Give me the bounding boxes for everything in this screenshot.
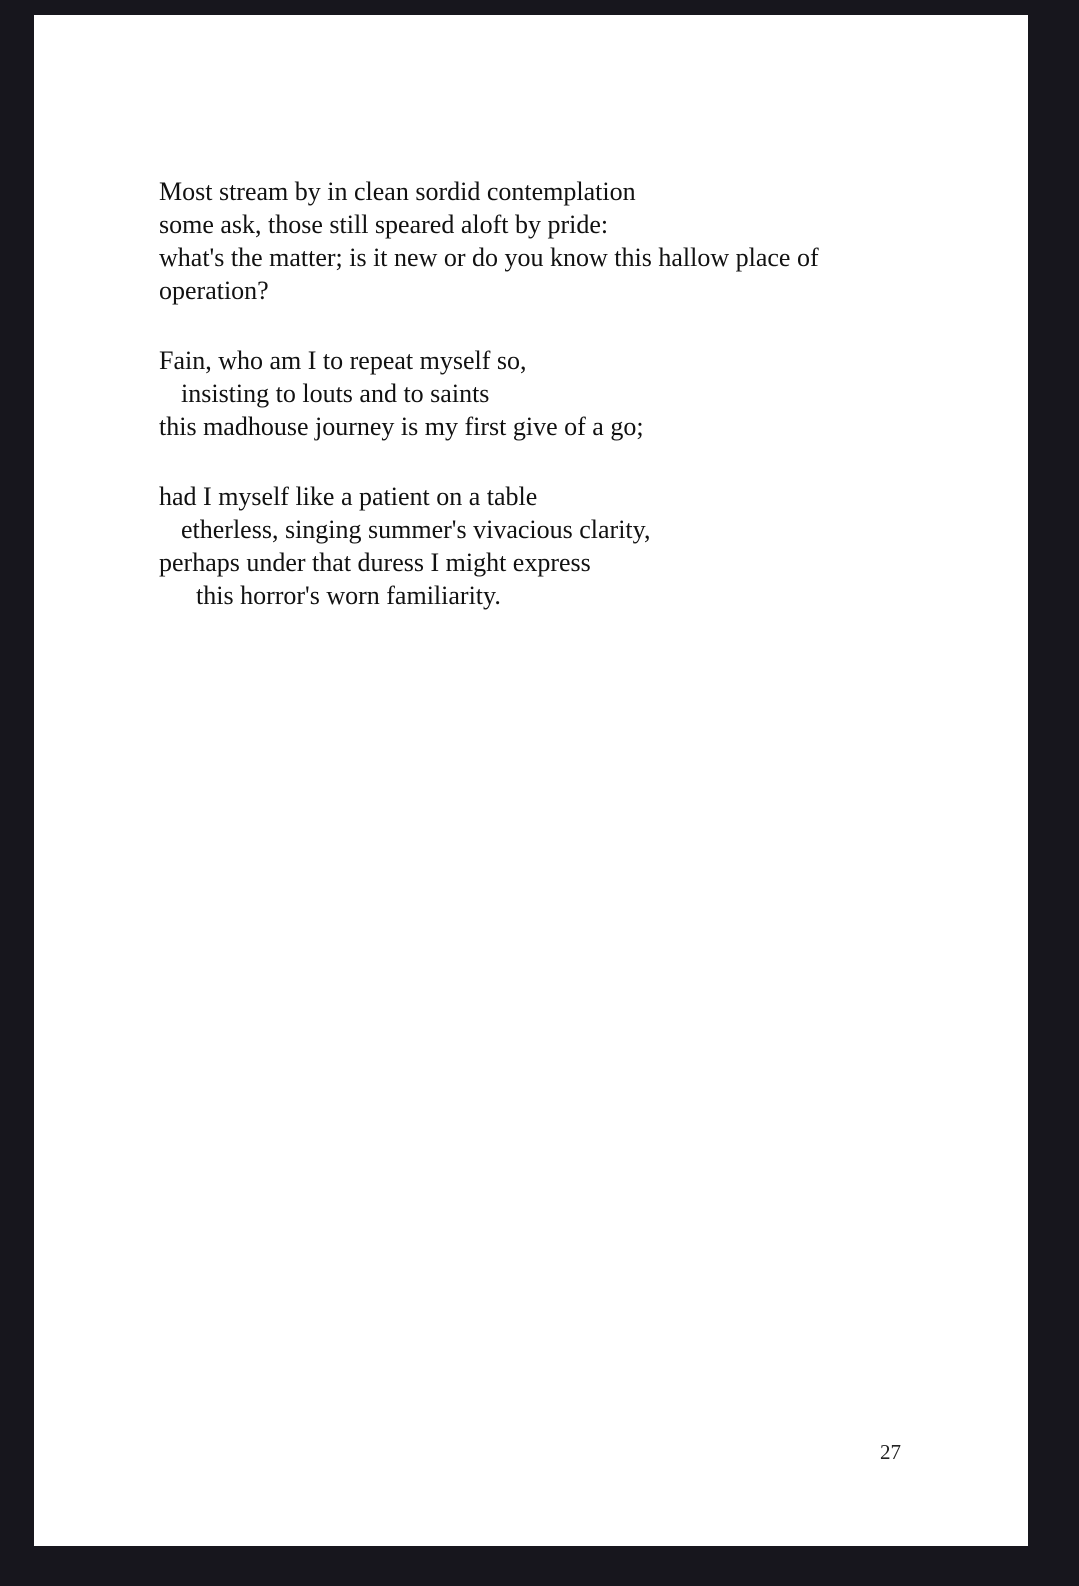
stanza-1 [159, 175, 919, 307]
poem-line: had I myself like a patient on a table [159, 482, 538, 511]
poem-line: perhaps under that duress I might express [159, 548, 591, 577]
poem-line-indented: etherless, singing summer's vivacious clarity, [181, 515, 651, 544]
stanza-2 [159, 344, 919, 443]
poem-line: what's the matter; is it new or do you know this hallow place of operation? [159, 243, 819, 305]
page-number: 27 [880, 1440, 901, 1464]
poem-line-indented: this horror's worn familiarity. [196, 581, 501, 610]
poem-line: Fain, who am I to repeat myself so, [159, 346, 527, 375]
poem-line: Most stream by in clean sordid contemplation [159, 177, 636, 206]
stanza-3 [159, 480, 919, 612]
poem-line-indented: insisting to louts and to saints [181, 379, 490, 408]
poem-line: some ask, those still speared aloft by pride: [159, 210, 609, 239]
poem-line: this madhouse journey is my first give of a go; [159, 412, 644, 441]
document-page [34, 15, 1028, 1546]
poem-body [159, 175, 919, 649]
